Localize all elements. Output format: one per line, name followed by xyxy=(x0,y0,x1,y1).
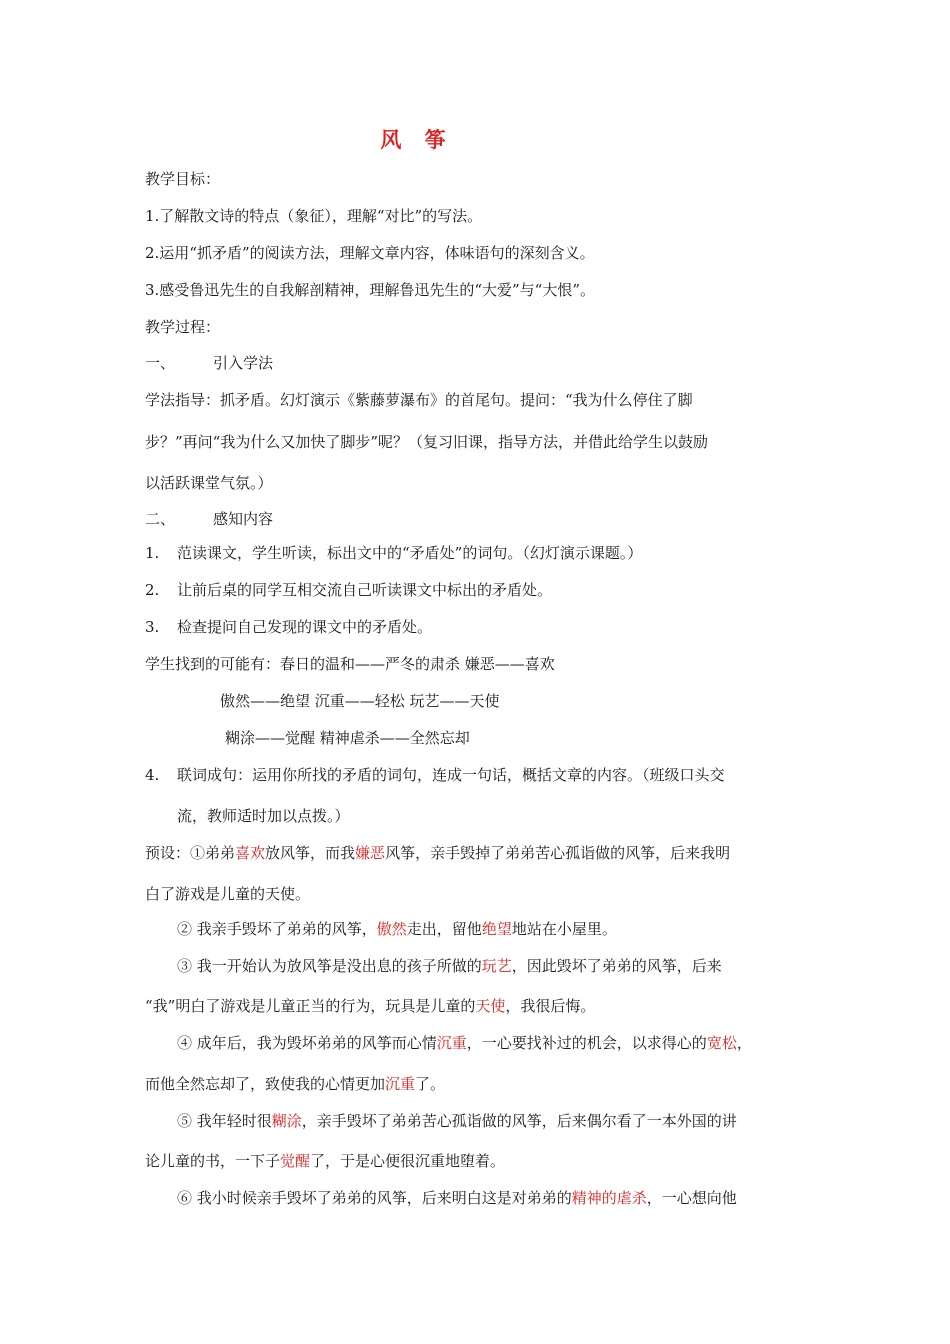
preset-5-cont: 论儿童的书，一下子觉醒了，于是心便很沉重地堕着。 xyxy=(145,1152,506,1170)
possible-line-3: 糊涂——觉醒 精神虐杀——全然忘却 xyxy=(225,729,470,747)
preset-4-cont: 而他全然忘却了，致使我的心情更加沉重了。 xyxy=(145,1075,446,1093)
goals-heading: 教学目标： xyxy=(145,170,221,188)
preset-1-cont: 白了游戏是儿童的天使。 xyxy=(145,885,311,903)
section-1-title: 引入学法 xyxy=(213,354,274,372)
goal-1: 1.了解散文诗的特点（象征），理解“对比”的写法。 xyxy=(145,207,483,225)
goal-2: 2.运用“抓矛盾”的阅读方法，理解文章内容，体味语句的深刻含义。 xyxy=(145,244,595,262)
method-line-3: 以活跃课堂气氛。） xyxy=(145,474,273,492)
process-heading: 教学过程： xyxy=(145,318,221,336)
doc-title: 风 筝 xyxy=(380,127,454,152)
step-4: 4. 联词成句：运用你所找的矛盾的词句，连成一句话，概括文章的内容。（班级口头交 xyxy=(145,766,725,784)
preset-2: ② 我亲手毁坏了弟弟的风筝，傲然走出，留他绝望地站在小屋里。 xyxy=(177,920,617,938)
possible-line-2: 傲然——绝望 沉重——轻松 玩艺——天使 xyxy=(220,692,500,710)
section-1-num: 一、 xyxy=(145,354,176,372)
section-2-num: 二、 xyxy=(145,510,176,528)
method-line-1: 学法指导：抓矛盾。幻灯演示《紫藤萝瀑布》的首尾句。提问：“我为什么停住了脚 xyxy=(145,391,693,409)
preset-5: ⑤ 我年轻时很糊涂，亲手毁坏了弟弟苦心孤诣做的风筝，后来偶尔看了一本外国的讲 xyxy=(177,1112,737,1130)
section-1-heading xyxy=(145,352,820,374)
preset-3-cont: “我”明白了游戏是儿童正当的行为，玩具是儿童的天使，我很后悔。 xyxy=(145,997,596,1015)
preset-1: 预设：①弟弟喜欢放风筝，而我嫌恶风筝，亲手毁掉了弟弟苦心孤诣做的风筝，后来我明 xyxy=(145,844,731,862)
section-2-title: 感知内容 xyxy=(213,510,274,528)
possible-line-1: 学生找到的可能有：春日的温和——严冬的肃杀 嫌恶——喜欢 xyxy=(145,655,555,673)
step-4-cont: 流，教师适时加以点拨。） xyxy=(177,807,350,825)
step-1: 1. 范读课文，学生听读，标出文中的“矛盾处”的词句。（幻灯演示课题。） xyxy=(145,544,643,562)
step-2: 2. 让前后桌的同学互相交流自己听读课文中标出的矛盾处。 xyxy=(145,581,553,599)
method-line-2: 步？”再问“我为什么又加快了脚步”呢？（复习旧课，指导方法，并借此给学生以鼓励 xyxy=(145,433,709,451)
step-3: 3. 检查提问自己发现的课文中的矛盾处。 xyxy=(145,618,433,636)
preset-4: ④ 成年后，我为毁坏弟弟的风筝而心情沉重，一心要找补过的机会，以求得心的宽松， xyxy=(177,1034,752,1052)
preset-3: ③ 我一开始认为放风筝是没出息的孩子所做的玩艺，因此毁坏了弟弟的风筝，后来 xyxy=(177,957,722,975)
goal-3: 3.感受鲁迅先生的自我解剖精神，理解鲁迅先生的“大爱”与“大恨”。 xyxy=(145,281,595,299)
section-2-heading xyxy=(145,508,820,530)
preset-6: ⑥ 我小时候亲手毁坏了弟弟的风筝，后来明白这是对弟弟的精神的虐杀，一心想向他 xyxy=(177,1189,737,1207)
